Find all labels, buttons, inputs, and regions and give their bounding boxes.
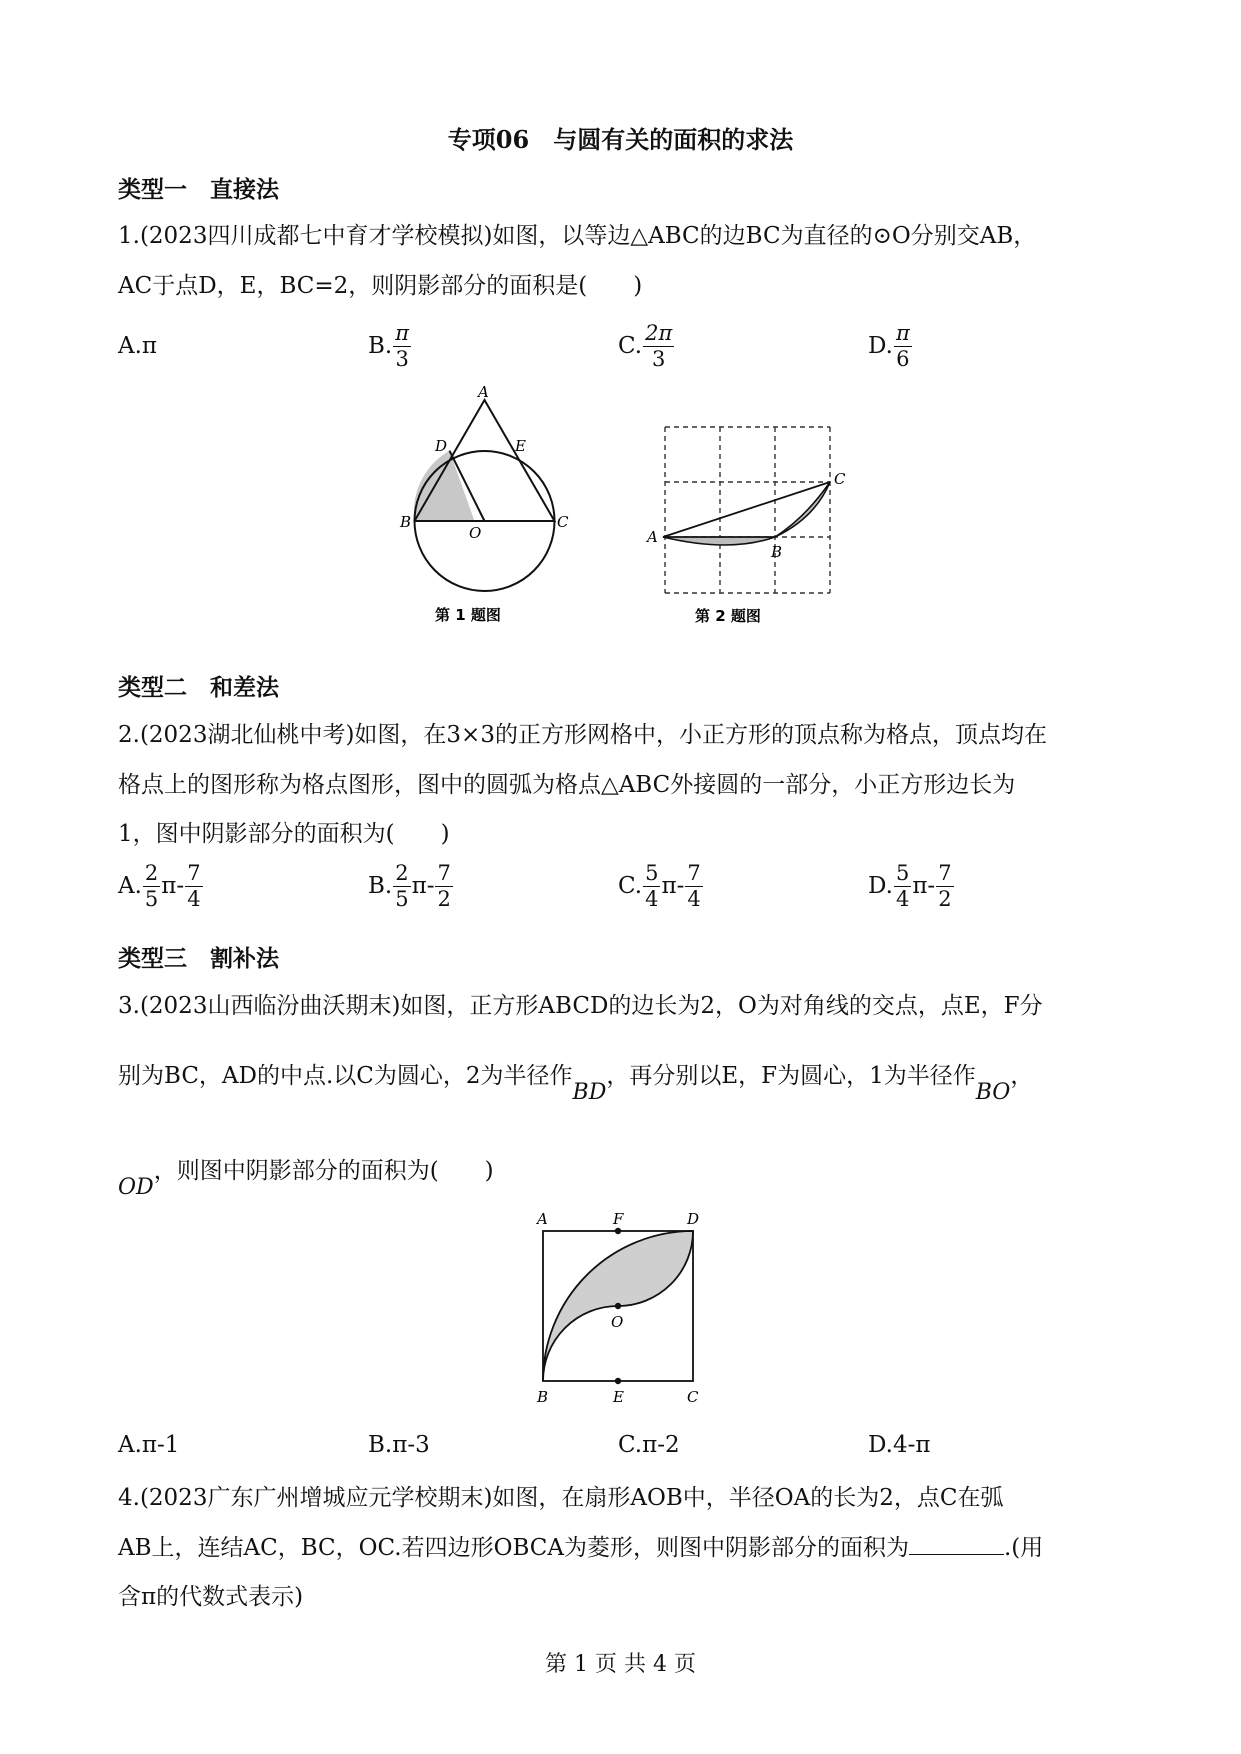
arc-od-label: OD bbox=[118, 1175, 154, 1200]
fig3-label-d: D bbox=[687, 1210, 700, 1228]
fig1-label-d: D bbox=[435, 437, 448, 455]
fig3-label-a: A bbox=[537, 1210, 548, 1228]
fig1-label-o: O bbox=[469, 524, 482, 542]
fig3-label-b: B bbox=[537, 1388, 549, 1405]
q2-option-b: B. $\frac{2}{5}$ π- $\frac{7}{2}$ bbox=[368, 861, 451, 911]
arc-bd-label: BD bbox=[572, 1080, 607, 1105]
q2-line3: 1，图中阴影部分的面积为( ) bbox=[118, 821, 450, 847]
fig1-label-e: E bbox=[515, 437, 526, 455]
figure-2 bbox=[645, 418, 860, 630]
q3-line3: OD，则图中阴影部分的面积为( ) bbox=[118, 1158, 494, 1200]
fig3-label-e: E bbox=[613, 1388, 624, 1405]
figure-1 bbox=[395, 383, 575, 628]
arc-bo-label: BO bbox=[975, 1080, 1011, 1105]
page-title: 专项06 与圆有关的面积的求法 bbox=[447, 125, 794, 154]
fig3-label-o: O bbox=[611, 1313, 624, 1331]
q3-option-d: D.4-π bbox=[868, 1432, 931, 1458]
q4-line3: 含π的代数式表示) bbox=[118, 1584, 304, 1610]
fig2-label-c: C bbox=[834, 470, 846, 488]
q2-line1: 2.(2023湖北仙桃中考)如图，在3×3的正方形网格中，小正方形的顶点称为格点，顶点均在 bbox=[118, 722, 1047, 748]
figure-3 bbox=[530, 1210, 710, 1405]
q2-line2: 格点上的图形称为格点图形，图中的圆弧为格点△ABC外接圆的一部分，小正方形边长为 bbox=[118, 772, 1016, 798]
q3-option-b: B.π-3 bbox=[368, 1432, 430, 1458]
fig2-label-a: A bbox=[647, 528, 658, 546]
q1-option-b: B. $\frac{\pi}{3}$ bbox=[368, 321, 410, 371]
fig1-label-c: C bbox=[557, 513, 569, 531]
fig1-label-b: B bbox=[400, 513, 412, 531]
q4-line1: 4.(2023广东广州增城应元学校期末)如图，在扇形AOB中，半径OA的长为2，点C在弧 bbox=[118, 1485, 1004, 1511]
q1-option-c: C. $\frac{2\pi}{3}$ bbox=[618, 321, 673, 371]
fig2-label-b: B bbox=[771, 543, 783, 561]
section-heading-3: 类型三 割补法 bbox=[118, 945, 279, 972]
q3-line2: 别为BC，AD的中点.以C为圆心，2为半径作BD，再分别以E，F为圆心，1为半径作BO， bbox=[118, 1063, 1034, 1105]
fig2-caption: 第 2 题图 bbox=[695, 607, 761, 625]
page-footer: 第 1 页 共 4 页 bbox=[545, 1652, 696, 1677]
q2-option-a: A. $\frac{2}{5}$ π- $\frac{7}{4}$ bbox=[118, 861, 201, 911]
fig3-label-c: C bbox=[687, 1388, 699, 1405]
q2-option-c: C. $\frac{5}{4}$ π- $\frac{7}{4}$ bbox=[618, 861, 701, 911]
q1-option-d: D. $\frac{\pi}{6}$ bbox=[868, 321, 910, 371]
q3-option-c: C.π-2 bbox=[618, 1432, 680, 1458]
fig3-label-f: F bbox=[613, 1210, 624, 1228]
q4-line2: AB上，连结AC，BC，OC.若四边形OBCA为菱形，则图中阴影部分的面积为 .(用 bbox=[118, 1535, 1044, 1561]
q3-option-a: A.π-1 bbox=[118, 1432, 180, 1458]
answer-blank[interactable] bbox=[909, 1536, 1004, 1555]
q1-option-a: A. π bbox=[118, 333, 158, 359]
fig1-label-a: A bbox=[478, 383, 489, 401]
section-heading-1: 类型一 直接法 bbox=[118, 176, 279, 203]
q2-option-d: D. $\frac{5}{4}$ π- $\frac{7}{2}$ bbox=[868, 861, 952, 911]
q3-line1: 3.(2023山西临汾曲沃期末)如图，正方形ABCD的边长为2，O为对角线的交点，点E，F分 bbox=[118, 993, 1043, 1019]
fig1-caption: 第 1 题图 bbox=[435, 606, 501, 624]
section-heading-2: 类型二 和差法 bbox=[118, 674, 279, 701]
q1-line1: 1.(2023四川成都七中育才学校模拟)如图，以等边△ABC的边BC为直径的⊙O分别交AB， bbox=[118, 223, 1037, 249]
q1-line2: AC于点D，E，BC=2，则阴影部分的面积是( ) bbox=[118, 273, 643, 299]
